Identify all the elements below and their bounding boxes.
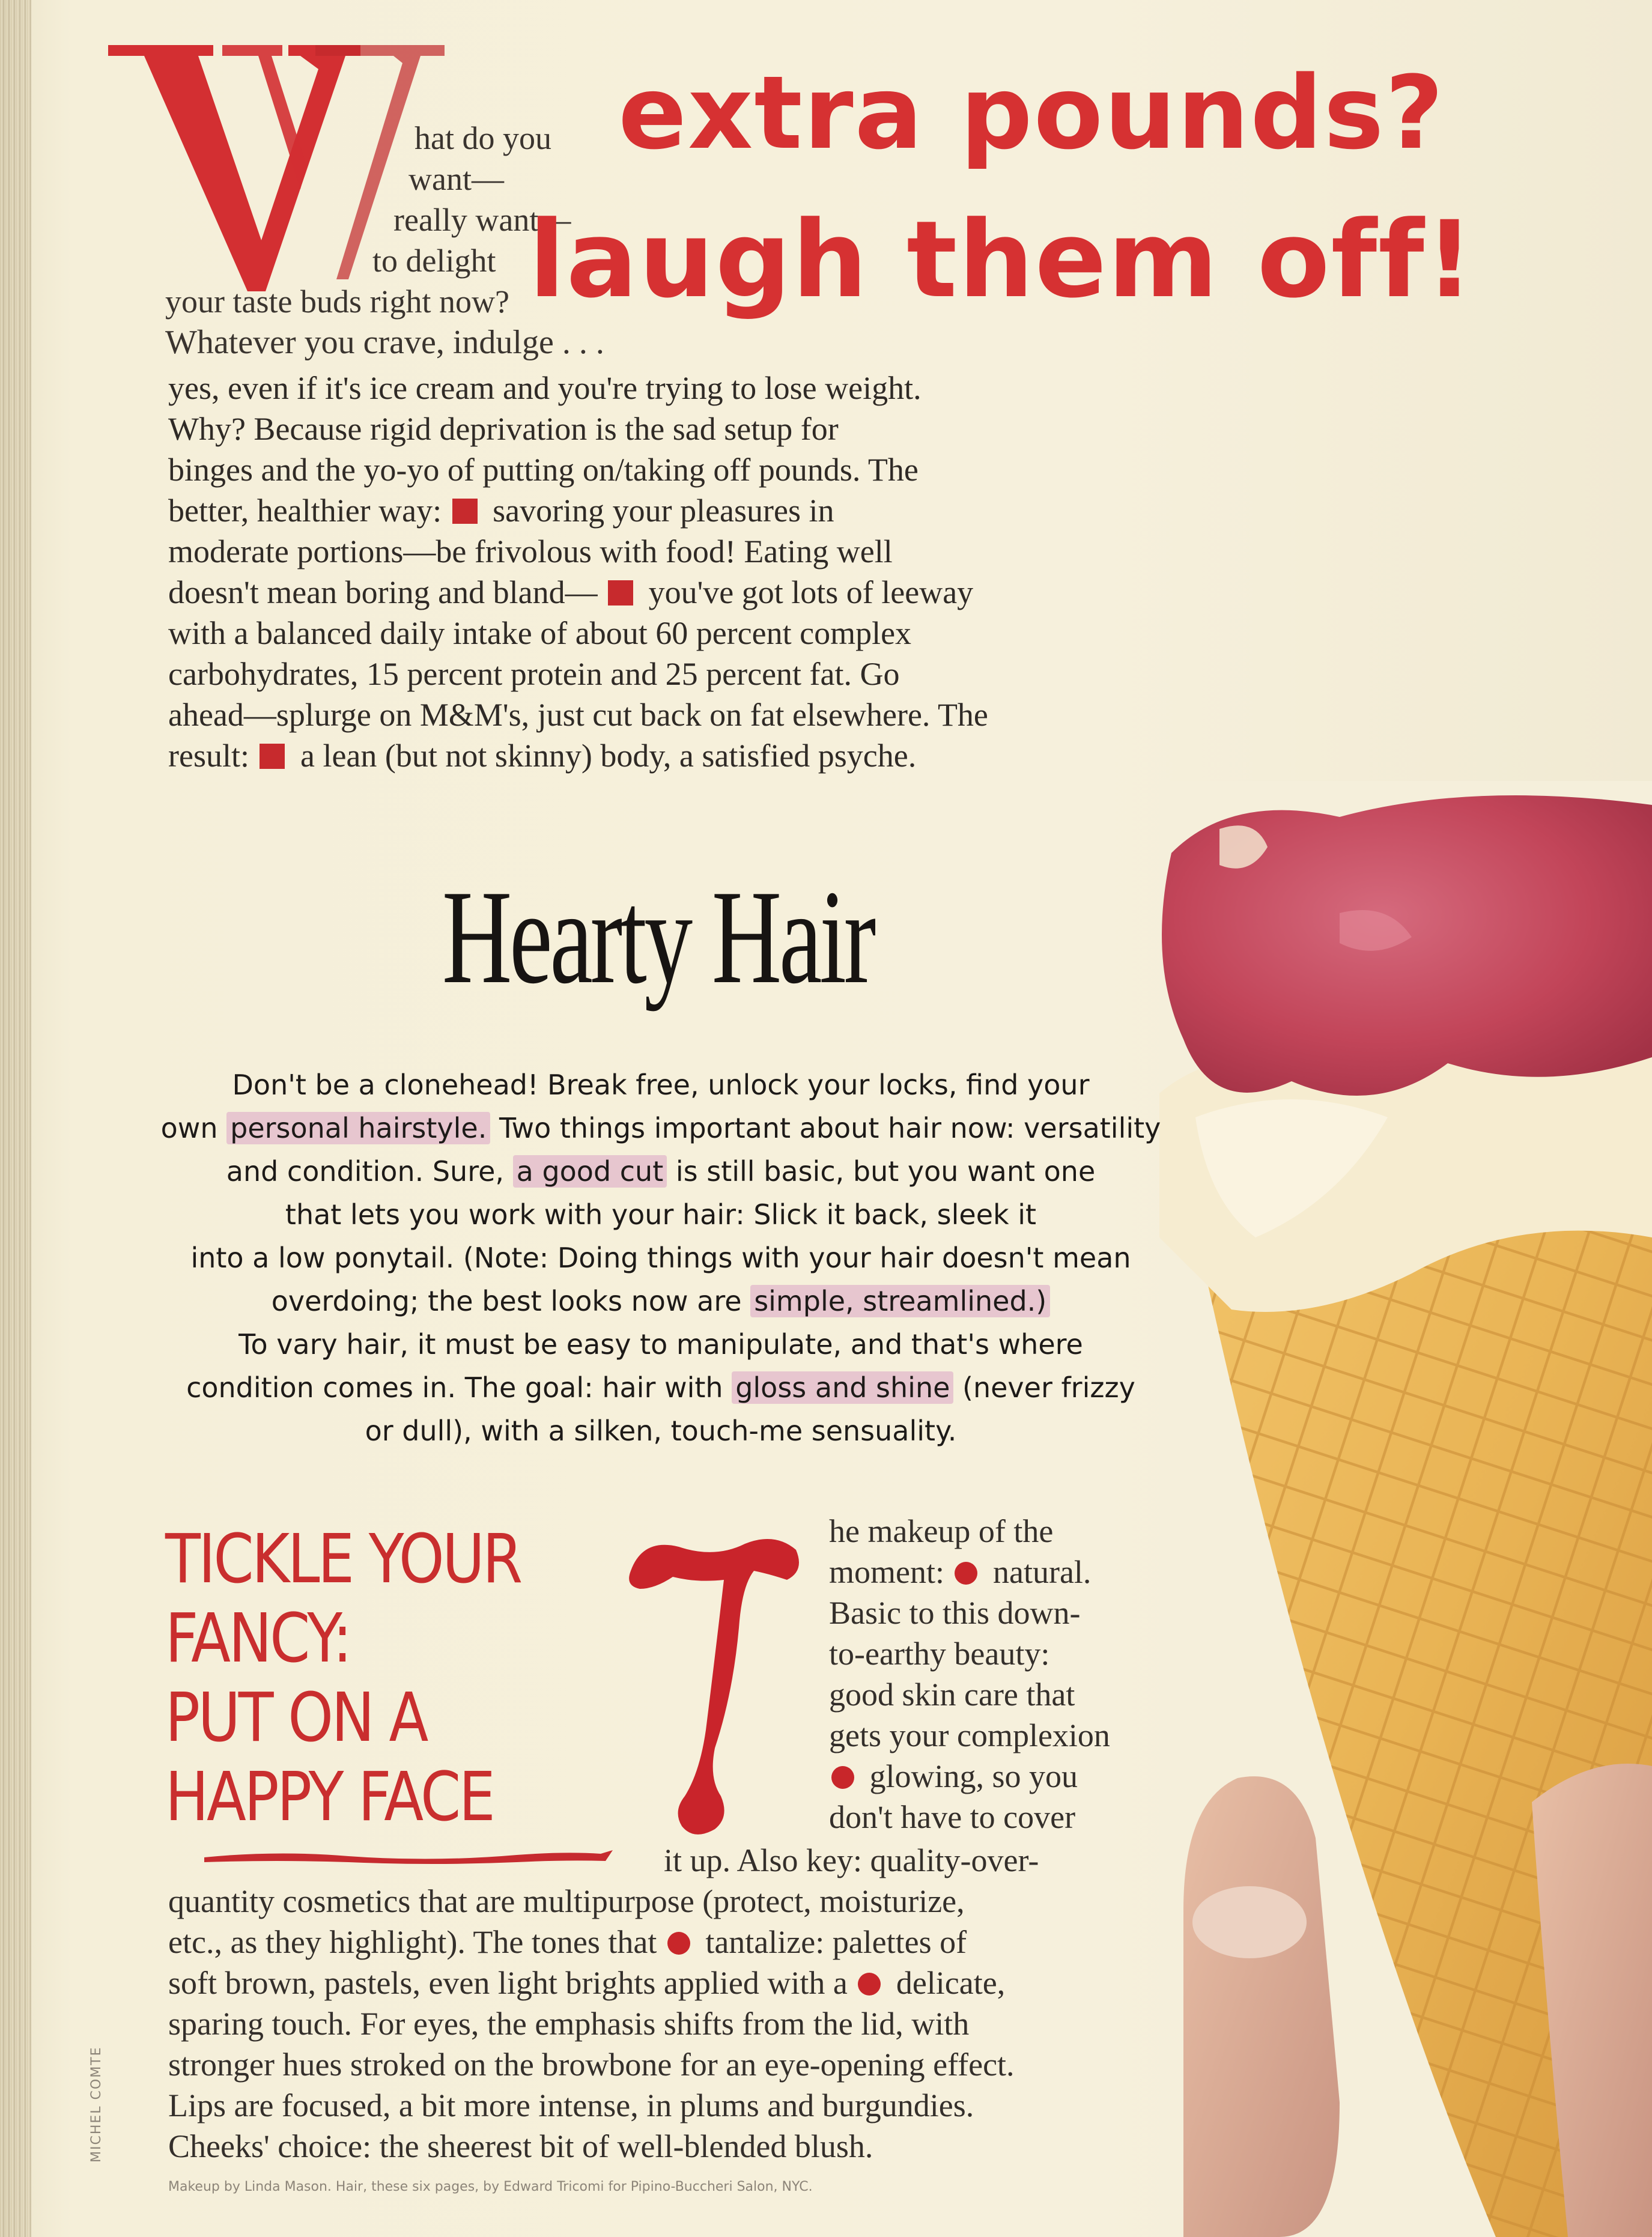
body-line-4 xyxy=(168,490,834,531)
intro-line-6: Whatever you crave, indulge . . . xyxy=(165,324,604,361)
hair-line-1 xyxy=(150,1063,1171,1106)
intro-line-5: your taste buds right now? xyxy=(165,284,509,320)
body-text: better, healthier way: xyxy=(168,493,442,529)
hair-line-3 xyxy=(150,1150,1171,1193)
intro-line-2: want— xyxy=(408,161,504,197)
makeup-text: moment: xyxy=(829,1554,944,1590)
makeup-text: glowing, so you xyxy=(869,1758,1078,1794)
makeup-text: tantalize: palettes of xyxy=(705,1924,967,1960)
makeup-text: natural. xyxy=(992,1554,1092,1590)
ice-cream-cone-photo xyxy=(1159,781,1652,2237)
body-line-7: with a balanced daily intake of about 60 percent complex xyxy=(168,615,912,651)
makeup-right-line-4: to-earthy beauty: xyxy=(829,1636,1050,1672)
red-square-bullet xyxy=(452,499,478,524)
red-dot-bullet xyxy=(858,1973,881,1996)
hair-text: own xyxy=(160,1112,227,1144)
body-text: you've got lots of leeway xyxy=(648,574,974,610)
makeup-right-line-5: good skin care that xyxy=(829,1677,1075,1713)
red-square-bullet xyxy=(260,744,285,769)
body-text: a lean (but not skinny) body, a satisfied psyche. xyxy=(300,738,917,774)
body-line-10 xyxy=(168,735,916,776)
highlight-personal-hairstyle: personal hairstyle. xyxy=(226,1112,490,1144)
makeup-text: delicate, xyxy=(896,1965,1006,2001)
headline-extra-pounds: extra pounds? xyxy=(618,54,1445,172)
makeup-hair-credit: Makeup by Linda Mason. Hair, these six pages, by Edward Tricomi for Pipino-Buccheri Salon, NYC. xyxy=(168,2179,813,2194)
highlight-good-cut: a good cut xyxy=(513,1155,667,1188)
makeup-full-line-1: it up. Also key: quality-over- xyxy=(664,1842,1039,1878)
body-line-3: binges and the yo-yo of putting on/taking off pounds. The xyxy=(168,452,919,488)
makeup-right-line-7 xyxy=(829,1756,1078,1797)
headline-laugh-them-off: laugh them off! xyxy=(529,198,1475,321)
makeup-right-line-3: Basic to this down- xyxy=(829,1595,1081,1631)
hair-text: (never frizzy xyxy=(953,1371,1135,1404)
hair-text: Don't be a clonehead! Break free, unlock your locks, find your xyxy=(232,1069,1090,1101)
red-square-bullet xyxy=(608,580,633,606)
hair-line-5 xyxy=(150,1236,1171,1279)
makeup-full-line-6: stronger hues stroked on the browbone for an eye-opening effect. xyxy=(168,2047,1015,2083)
makeup-right-line-8: don't have to cover xyxy=(829,1799,1076,1835)
intro-line-4: to delight xyxy=(372,243,496,279)
body-line-2: Why? Because rigid deprivation is the sad setup for xyxy=(168,411,839,447)
body-line-5: moderate portions—be frivolous with food! Eating well xyxy=(168,533,893,569)
body-text: result: xyxy=(168,738,249,774)
hair-paragraph xyxy=(150,1063,1171,1452)
hair-text: and condition. Sure, xyxy=(226,1155,513,1188)
hair-text: Two things important about hair now: versatility xyxy=(490,1112,1161,1144)
hair-line-4 xyxy=(150,1193,1171,1236)
makeup-right-line-6: gets your complexion xyxy=(829,1717,1110,1753)
makeup-full-line-5: sparing touch. For eyes, the emphasis shifts from the lid, with xyxy=(168,2006,970,2042)
makeup-full-line-8: Cheeks' choice: the sheerest bit of well-blended blush. xyxy=(168,2128,873,2164)
body-line-9: ahead—splurge on M&M's, just cut back on fat elsewhere. The xyxy=(168,697,988,733)
hair-text: condition comes in. The goal: hair with xyxy=(186,1371,732,1404)
hair-text: To vary hair, it must be easy to manipulate, and that's where xyxy=(238,1328,1083,1361)
hair-text: overdoing; the best looks now are xyxy=(271,1285,751,1317)
body-text: savoring your pleasures in xyxy=(493,493,834,529)
body-line-6 xyxy=(168,572,973,613)
body-text: doesn't mean boring and bland— xyxy=(168,574,598,610)
hearty-hair-title: Hearty Hair xyxy=(442,863,874,1012)
makeup-right-line-1: he makeup of the xyxy=(829,1513,1054,1549)
makeup-full-line-2: quantity cosmetics that are multipurpose (protect, moisturize, xyxy=(168,1883,965,1919)
makeup-full-line-7: Lips are focused, a bit more intense, in plums and burgundies. xyxy=(168,2087,974,2123)
photo-credit: MICHEL COMTE xyxy=(89,2046,104,2163)
hair-text: is still basic, but you want one xyxy=(667,1155,1096,1188)
hair-line-2 xyxy=(150,1106,1171,1150)
makeup-headline-line-1: TICKLE YOUR xyxy=(165,1520,521,1598)
makeup-full-line-3 xyxy=(168,1922,967,1962)
makeup-headline-line-2: FANCY: xyxy=(165,1600,350,1678)
makeup-text: etc., as they highlight). The tones that xyxy=(168,1924,657,1960)
highlight-gloss-and-shine: gloss and shine xyxy=(732,1371,953,1404)
hair-text: into a low ponytail. (Note: Doing things with your hair doesn't mean xyxy=(190,1242,1131,1274)
hair-text: or dull), with a silken, touch-me sensuality. xyxy=(365,1415,957,1447)
makeup-headline-line-3: PUT ON A xyxy=(165,1679,427,1757)
makeup-right-line-2 xyxy=(829,1552,1091,1592)
intro-line-1: hat do you xyxy=(415,120,551,156)
decorative-brushstroke xyxy=(204,1844,613,1868)
makeup-full-line-4 xyxy=(168,1962,1005,2003)
hair-line-9 xyxy=(150,1409,1171,1452)
makeup-headline-line-4: HAPPY FACE xyxy=(165,1758,494,1836)
hair-line-7 xyxy=(150,1323,1171,1366)
body-line-1: yes, even if it's ice cream and you're trying to lose weight. xyxy=(168,370,922,406)
red-dot-bullet xyxy=(831,1766,854,1789)
highlight-simple-streamlined: simple, streamlined.) xyxy=(750,1285,1050,1317)
intro-line-3: really want— xyxy=(393,202,571,238)
red-dot-bullet xyxy=(955,1562,977,1585)
dropcap-t-letter xyxy=(625,1514,805,1850)
makeup-text: soft brown, pastels, even light brights applied with a xyxy=(168,1965,848,2001)
hair-line-8 xyxy=(150,1366,1171,1409)
body-line-8: carbohydrates, 15 percent protein and 25 percent fat. Go xyxy=(168,656,900,692)
red-dot-bullet xyxy=(667,1932,690,1955)
hair-line-6 xyxy=(150,1279,1171,1323)
makeup-headline xyxy=(165,1520,558,1837)
hair-text: that lets you work with your hair: Slick it back, sleek it xyxy=(285,1198,1037,1231)
page-binding-edge xyxy=(0,0,31,2237)
